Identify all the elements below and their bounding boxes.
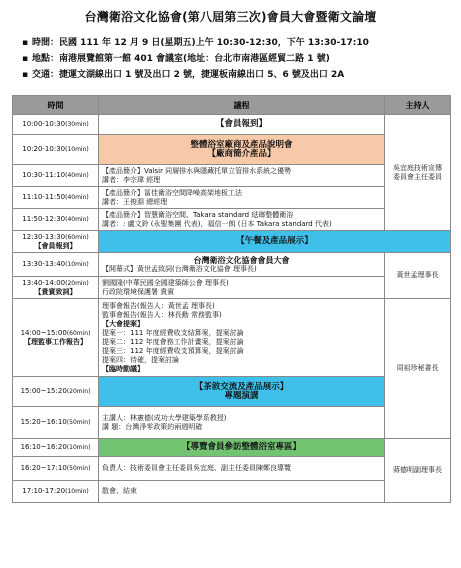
agenda-cell: 台灣衛浴文化協會會員大會 【開幕式】黃世孟致詞(台灣衛浴文化協會 理事長)	[99, 253, 385, 277]
host-cell: 吳宜庭技術宣傳 委員會主任委員	[385, 115, 451, 231]
agenda-cell: 【導覽會員參訪整體浴室專區】	[99, 439, 385, 457]
agenda-cell: 主講人：林憲德(成功大學建築學系教授) 講 題：台灣淨零政策的兩週明確	[99, 407, 385, 439]
time-cell: 11:50-12:30(40min)	[13, 209, 99, 231]
time-cell: 10:30-11:10(40min)	[13, 165, 99, 187]
agenda-cell: 【產品簡介】智慧衛浴空間、Takara standard 琺瑯整體衛浴 講者：: 盧文鈴 (永聖集團 代表)，福信一朗 (日本 Takara standard 代表)	[99, 209, 385, 231]
agenda-cell: 整體浴室廠商及產品說明會 【廠商簡介產品】	[99, 135, 385, 165]
agenda-cell: 【產品簡介】冨佳衛浴空間降噪高架地板工法 講者：王俊淵 總經理	[99, 187, 385, 209]
info-time: ▪ 時間：民國 111 年 12 月 9 日(星期五)上午 10:30-12:30，下午 13:30-17:10	[22, 38, 369, 48]
time-cell: 10:20-10:30(10min)	[13, 135, 99, 165]
agenda-cell: 【產品簡介】Valsir 同層排水與隱藏托單立管排水系統之優勢 講者：李宗瑋 經理	[99, 165, 385, 187]
time-cell: 15:00~15:20(20min)	[13, 377, 99, 407]
header-agenda: 議程	[99, 96, 385, 115]
table-row	[13, 299, 451, 377]
header-time: 時間	[13, 96, 99, 115]
time-cell: 12:30-13:30(60min) 【會員報到】	[13, 231, 99, 253]
agenda-cell: 散會、結束	[99, 481, 385, 503]
host-cell: 蔣德明副理事長	[385, 439, 451, 503]
agenda-cell: 【會員報到】	[99, 115, 385, 135]
agenda-cell: 理事會報告(報告人：黃世孟 理事長) 監事會報告(報告人：林長勳 常務監事) 【大會提案】 提案一：111 年度經費收支結算案，提案討論 提案二：112 年度會務工作計畫案，提案討論 提案三：112 年度經費收支預算案，提案討論 提案四：待確，提案討論 【臨時動議】	[99, 299, 385, 377]
table-row	[13, 439, 451, 457]
table-header-row	[13, 96, 451, 115]
table-row	[13, 115, 451, 135]
agenda-cell: 劉國隆(中華民國全國建築師公會 理事長) 行政院環境保護署 貴賓	[99, 277, 385, 299]
time-cell: 10:00-10:30(30min)	[13, 115, 99, 135]
time-cell: 16:20~17:10(50min)	[13, 457, 99, 481]
page-title: 台灣衛浴文化協會(第八屆第三次)會員大會暨衛文論壇	[84, 10, 377, 24]
host-cell: 黃世孟理事長	[385, 253, 451, 299]
time-cell: 11:10-11:50(40min)	[13, 187, 99, 209]
time-cell: 14:00~15:00(60min) 【理監事工作報告】	[13, 299, 99, 377]
header-host: 主持人	[385, 96, 451, 115]
time-cell: 16:10~16:20(10min)	[13, 439, 99, 457]
schedule-table	[12, 95, 451, 503]
host-cell: 周祖珍秘書長	[385, 299, 451, 439]
time-cell: 13:30-13:40(10min)	[13, 253, 99, 277]
table-row	[13, 231, 451, 253]
info-location: ▪ 地點：南港展覽館第一館 401 會議室(地址：台北市南港區經貿二路 1 號)	[22, 54, 330, 64]
time-cell: 13:40-14:00(20min) 【貴賓致詞】	[13, 277, 99, 299]
agenda-cell: 【茶敘交流及產品展示】 專題演講	[99, 377, 385, 407]
agenda-cell: 負責人：技術委員會主任委員吳宜庭、副主任委員陳鄭良導覽	[99, 457, 385, 481]
table-row	[13, 253, 451, 277]
info-transport: ▪ 交通：捷運文湖線出口 1 號及出口 2 號，捷運板南線出口 5、6 號及出口 2A	[22, 70, 345, 80]
time-cell: 17:10-17:20(10min)	[13, 481, 99, 503]
agenda-cell: 【午餐及產品展示】	[99, 231, 451, 253]
time-cell: 15:20~16:10(50min)	[13, 407, 99, 439]
